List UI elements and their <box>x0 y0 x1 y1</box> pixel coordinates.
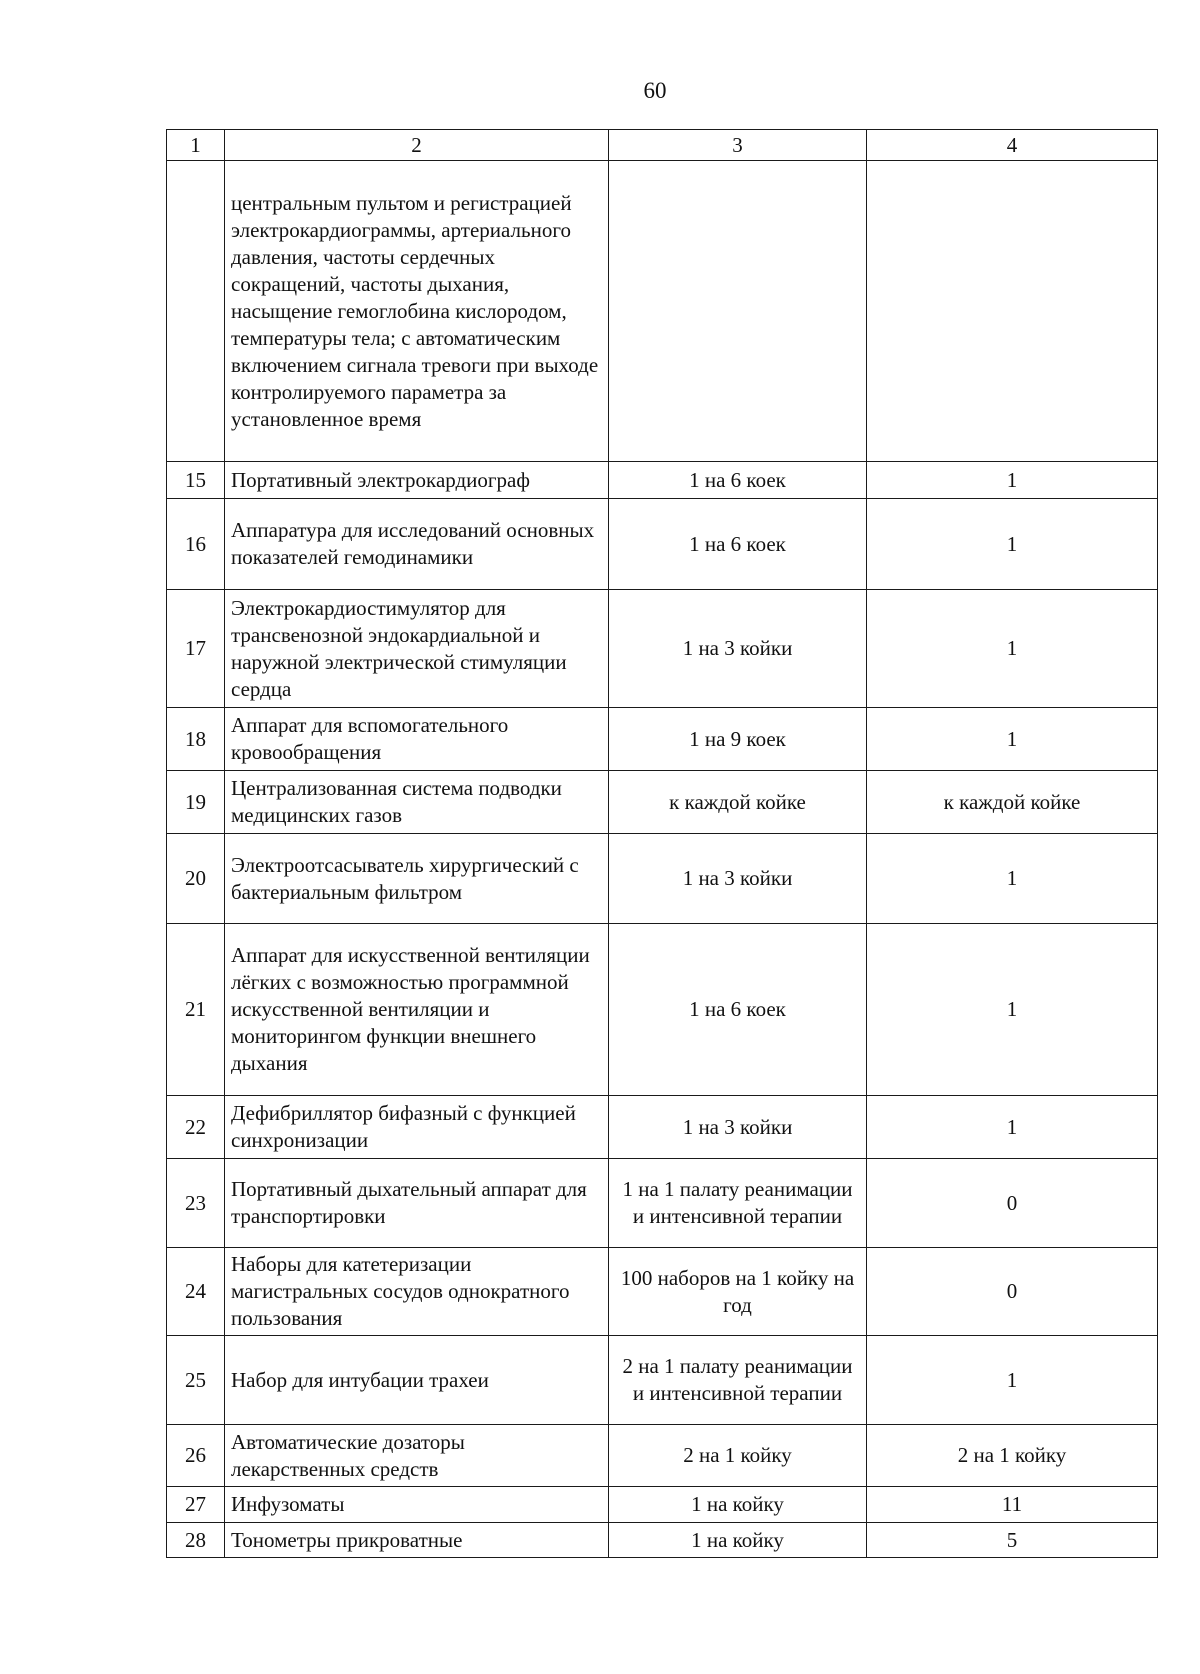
equipment-name: Портативный электрокардиограф <box>225 462 609 499</box>
row-number: 17 <box>167 590 225 708</box>
row-number: 15 <box>167 462 225 499</box>
equipment-qty: 11 <box>867 1487 1158 1523</box>
table-row <box>167 771 1158 834</box>
equipment-norm: 100 наборов на 1 койку на год <box>609 1248 867 1336</box>
equipment-qty: 1 <box>867 499 1158 590</box>
row-number: 20 <box>167 834 225 924</box>
equipment-norm: к каждой койке <box>609 771 867 834</box>
equipment-name: Тонометры прикроватные <box>225 1523 609 1558</box>
equipment-name: Аппаратура для исследований основных показателей гемодинамики <box>225 499 609 590</box>
equipment-norm: 2 на 1 койку <box>609 1425 867 1487</box>
equipment-name: Портативный дыхательный аппарат для транспортировки <box>225 1159 609 1248</box>
table-row <box>167 708 1158 771</box>
equipment-qty: к каждой койке <box>867 771 1158 834</box>
row-number: 26 <box>167 1425 225 1487</box>
equipment-name: Электрокардиостимулятор для трансвенозной эндокардиальной и наружной электрической стимуляции сердца <box>225 590 609 708</box>
equipment-name: Аппарат для вспомогательного кровообращения <box>225 708 609 771</box>
equipment-name: Электроотсасыватель хирургический с бактериальным фильтром <box>225 834 609 924</box>
equipment-qty: 1 <box>867 1096 1158 1159</box>
column-header: 1 <box>167 130 225 161</box>
column-header: 2 <box>225 130 609 161</box>
column-header: 3 <box>609 130 867 161</box>
table-row <box>167 1096 1158 1159</box>
table-header-row <box>167 130 1158 161</box>
equipment-qty: 2 на 1 койку <box>867 1425 1158 1487</box>
equipment-name: Дефибриллятор бифазный с функцией синхронизации <box>225 1096 609 1159</box>
equipment-norm: 1 на 3 койки <box>609 590 867 708</box>
equipment-name: Набор для интубации трахеи <box>225 1336 609 1425</box>
equipment-norm: 1 на 6 коек <box>609 924 867 1096</box>
row-number: 28 <box>167 1523 225 1558</box>
row-number: 22 <box>167 1096 225 1159</box>
equipment-qty <box>867 161 1158 462</box>
equipment-qty: 1 <box>867 924 1158 1096</box>
equipment-table <box>166 129 1158 1558</box>
table-row <box>167 834 1158 924</box>
equipment-norm: 1 на 1 палату реанимации и интенсивной терапии <box>609 1159 867 1248</box>
equipment-qty: 1 <box>867 590 1158 708</box>
equipment-qty: 0 <box>867 1159 1158 1248</box>
row-number: 18 <box>167 708 225 771</box>
table-row <box>167 1336 1158 1425</box>
table-row <box>167 1159 1158 1248</box>
table-row <box>167 1487 1158 1523</box>
equipment-qty: 0 <box>867 1248 1158 1336</box>
equipment-name: Аппарат для искусственной вентиляции лёгких с возможностью программной искусственной вентиляции и мониторингом функции внешнего дыхания <box>225 924 609 1096</box>
table-row <box>167 499 1158 590</box>
equipment-qty: 1 <box>867 1336 1158 1425</box>
row-number: 16 <box>167 499 225 590</box>
equipment-qty: 1 <box>867 462 1158 499</box>
row-number <box>167 161 225 462</box>
column-header: 4 <box>867 130 1158 161</box>
equipment-name: Наборы для катетеризации магистральных сосудов однократного пользования <box>225 1248 609 1336</box>
row-number: 21 <box>167 924 225 1096</box>
page-number: 60 <box>643 78 667 103</box>
table-row <box>167 590 1158 708</box>
equipment-name: Автоматические дозаторы лекарственных средств <box>225 1425 609 1487</box>
equipment-qty: 1 <box>867 708 1158 771</box>
row-number: 23 <box>167 1159 225 1248</box>
equipment-norm: 1 на 3 койки <box>609 834 867 924</box>
table-row <box>167 462 1158 499</box>
equipment-name: Инфузоматы <box>225 1487 609 1523</box>
equipment-norm: 1 на койку <box>609 1523 867 1558</box>
row-number: 25 <box>167 1336 225 1425</box>
equipment-name: центральным пультом и регистрацией электрокардиограммы, артериального давления, частоты сердечных сокращений, частоты дыхания, насыщение гемоглобина кислородом, температуры тела; с автоматическим включением сигнала тревоги при выходе контролируемого параметра за установленное время <box>225 161 609 462</box>
row-number: 19 <box>167 771 225 834</box>
row-number: 24 <box>167 1248 225 1336</box>
equipment-norm: 1 на койку <box>609 1487 867 1523</box>
table-row <box>167 924 1158 1096</box>
equipment-qty: 5 <box>867 1523 1158 1558</box>
table-row <box>167 1523 1158 1558</box>
equipment-norm: 1 на 9 коек <box>609 708 867 771</box>
equipment-name: Централизованная система подводки медицинских газов <box>225 771 609 834</box>
equipment-norm: 1 на 6 коек <box>609 499 867 590</box>
table-row <box>167 1248 1158 1336</box>
row-number: 27 <box>167 1487 225 1523</box>
equipment-norm <box>609 161 867 462</box>
equipment-norm: 1 на 3 койки <box>609 1096 867 1159</box>
equipment-norm: 2 на 1 палату реанимации и интенсивной терапии <box>609 1336 867 1425</box>
table-row <box>167 161 1158 462</box>
equipment-qty: 1 <box>867 834 1158 924</box>
equipment-norm: 1 на 6 коек <box>609 462 867 499</box>
table-row <box>167 1425 1158 1487</box>
